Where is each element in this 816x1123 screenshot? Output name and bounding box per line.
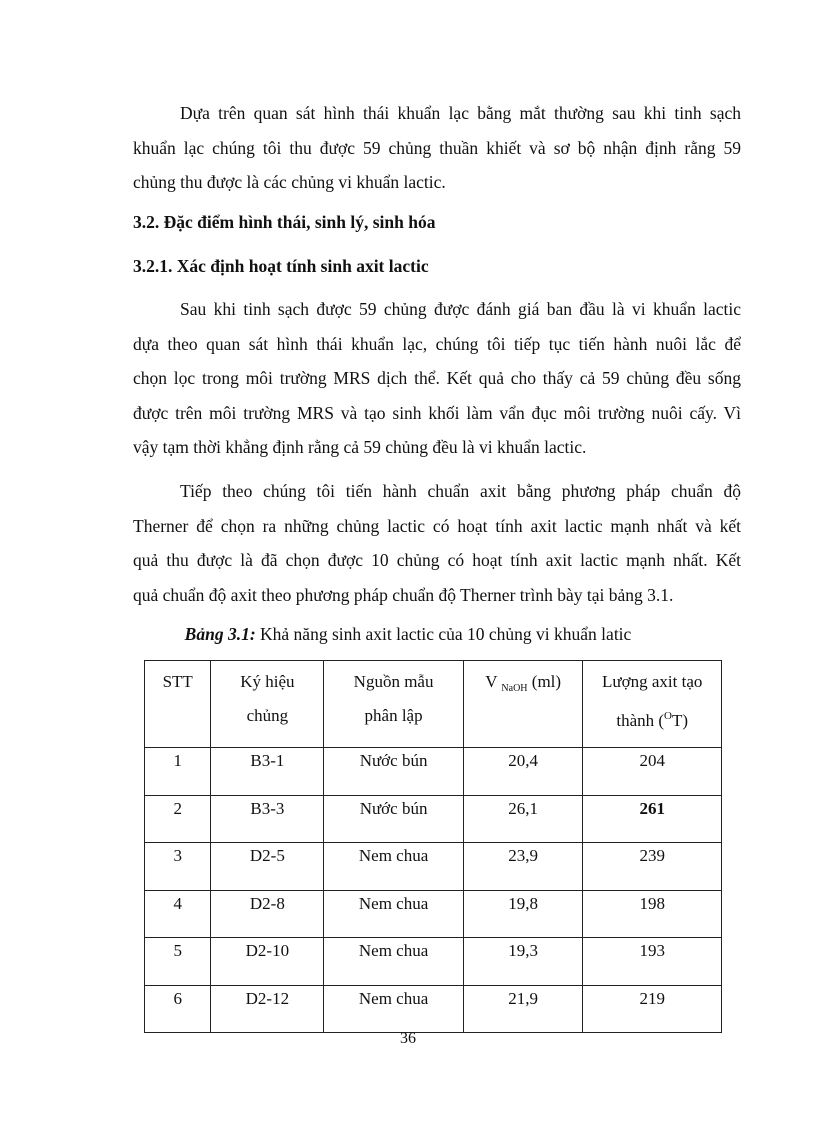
table-cell: Nem chua xyxy=(324,938,464,986)
text-line: quả chuẩn độ axit theo phương pháp chuẩn độ Therner trình bày tại bảng 3.1. xyxy=(133,584,674,605)
table-row xyxy=(145,795,722,843)
table-row xyxy=(145,985,722,1033)
text-line: Tiếp theo chúng tôi tiến hành chuẩn axit bằng phương pháp chuẩn độ xyxy=(180,481,741,501)
table-caption xyxy=(0,624,816,645)
text-line: dựa theo quan sát hình thái khuẩn lạc, chúng tôi tiếp tục tiến hành nuôi lắc để xyxy=(133,333,741,354)
column-header: V $_{NaOH}$ (ml) xyxy=(463,661,583,748)
text-line: Dựa trên quan sát hình thái khuẩn lạc bằng mắt thường sau khi tinh sạch xyxy=(180,103,741,123)
table-cell: Nem chua xyxy=(324,985,464,1033)
text-line: Sau khi tinh sạch được 59 chủng được đánh giá ban đầu là vi khuẩn lactic xyxy=(180,299,741,319)
table-cell: D2-8 xyxy=(211,890,324,938)
table-cell: 23,9 xyxy=(463,843,583,891)
table-row xyxy=(145,748,722,796)
text-line: khuẩn lạc chúng tôi thu được 59 chủng thuần khiết và sơ bộ nhận định rằng 59 xyxy=(133,137,741,158)
body-paragraph xyxy=(133,474,741,612)
data-table xyxy=(144,660,722,1033)
table-cell: 198 xyxy=(583,890,722,938)
table-cell: B3-1 xyxy=(211,748,324,796)
text-line: chủng thu được là các chủng vi khuẩn lactic. xyxy=(133,172,446,192)
table-row xyxy=(145,843,722,891)
text-line: vậy tạm thời khẳng định rằng cả 59 chủng đều là vi khuẩn lactic. xyxy=(133,437,587,457)
text-line: được trên môi trường MRS và tạo sinh khối làm vẩn đục môi trường nuôi cấy. Vì xyxy=(133,402,741,423)
column-header: Ký hiệu chủng xyxy=(211,661,324,748)
text-line: Therner để chọn ra những chủng lactic có hoạt tính axit lactic mạnh nhất và kết xyxy=(133,515,741,536)
column-header: Nguồn mẫu phân lập xyxy=(324,661,464,748)
table-cell: 6 xyxy=(145,985,211,1033)
table-cell: 26,1 xyxy=(463,795,583,843)
table-cell: 5 xyxy=(145,938,211,986)
table-cell: Nước bún xyxy=(324,795,464,843)
table-cell: 3 xyxy=(145,843,211,891)
table-cell: 19,3 xyxy=(463,938,583,986)
table-cell: Nem chua xyxy=(324,890,464,938)
table-cell: 19,8 xyxy=(463,890,583,938)
text-line: quả thu được là đã chọn được 10 chủng có hoạt tính axit lactic mạnh nhất. Kết xyxy=(133,550,741,570)
table-cell: 193 xyxy=(583,938,722,986)
body-paragraph xyxy=(133,292,741,465)
table-cell: 219 xyxy=(583,985,722,1033)
table-cell: 2 xyxy=(145,795,211,843)
text-line: chọn lọc trong môi trường MRS dịch thể. Kết quả cho thấy cả 59 chủng đều sống xyxy=(133,368,741,388)
table-cell: 204 xyxy=(583,748,722,796)
table-caption-label: Bảng 3.1: xyxy=(184,624,256,644)
table-cell: 21,9 xyxy=(463,985,583,1033)
table-cell: 20,4 xyxy=(463,748,583,796)
section-heading: 3.2. Đặc điểm hình thái, sinh lý, sinh hóa xyxy=(133,212,436,232)
table-cell: 1 xyxy=(145,748,211,796)
intro-paragraph xyxy=(133,96,741,200)
table-cell: D2-5 xyxy=(211,843,324,891)
table-cell: 4 xyxy=(145,890,211,938)
table-row xyxy=(145,890,722,938)
table-cell-highlight: 261 xyxy=(583,795,722,843)
column-header: Lượng axit tạo thành ($^O$T) xyxy=(583,661,722,748)
table-cell: Nem chua xyxy=(324,843,464,891)
table-header-row xyxy=(145,661,722,748)
subsection-heading: 3.2.1. Xác định hoạt tính sinh axit lactic xyxy=(133,256,429,276)
table-row xyxy=(145,938,722,986)
page-number: 36 xyxy=(400,1030,416,1047)
table-cell: Nước bún xyxy=(324,748,464,796)
table-cell: 239 xyxy=(583,843,722,891)
column-header: STT xyxy=(145,661,211,748)
table-cell: D2-10 xyxy=(211,938,324,986)
table-cell: B3-3 xyxy=(211,795,324,843)
table-caption-text: Khả năng sinh axit lactic của 10 chủng vi khuẩn latic xyxy=(260,624,632,644)
table-cell: D2-12 xyxy=(211,985,324,1033)
